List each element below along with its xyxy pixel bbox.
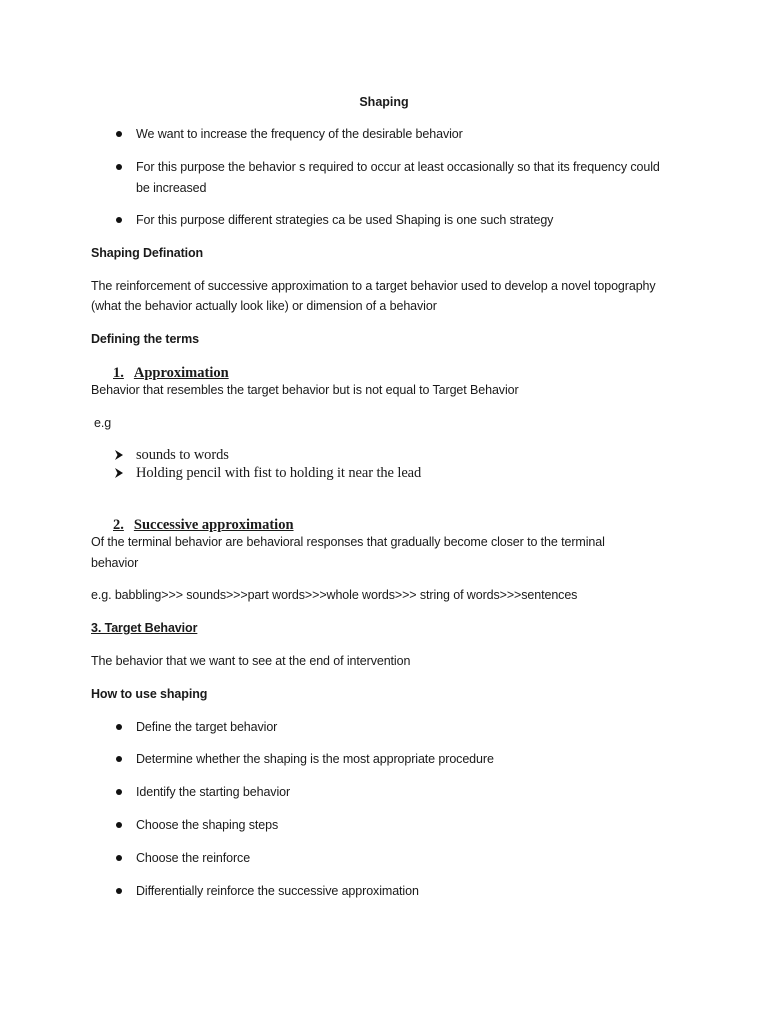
term2-number: 2. xyxy=(113,517,124,533)
term1-text: Behavior that resembles the target behavior but is not equal to Target Behavior xyxy=(91,383,519,397)
term3-text: The behavior that we want to see at the end of intervention xyxy=(91,654,411,668)
term1-label: Approximation xyxy=(133,365,229,381)
arrow-bullet-icon xyxy=(114,467,124,479)
term2-example: e.g. babbling>>> sounds>>>part words>>>whole words>>> string of words>>>sentences xyxy=(91,588,578,602)
how-heading: How to use shaping xyxy=(91,687,208,701)
bullet-icon xyxy=(116,888,122,894)
bullet-icon xyxy=(116,789,122,795)
intro-bullet-2: For this purpose the behavior s required to occur at least occasionally so that its frequency could xyxy=(136,160,660,174)
bullet-icon xyxy=(116,164,122,170)
step-3: Identify the starting behavior xyxy=(136,785,291,799)
term3-heading: 3. Target Behavior xyxy=(91,621,198,635)
bullet-icon xyxy=(116,756,122,762)
arrow-bullet-icon xyxy=(114,449,124,461)
term2-text-2: behavior xyxy=(91,556,139,570)
intro-bullet-2-cont: be increased xyxy=(136,181,207,195)
term1-example-1: sounds to words xyxy=(136,447,229,463)
terms-heading: Defining the terms xyxy=(91,332,199,346)
definition-heading: Shaping Defination xyxy=(91,246,204,260)
term1-example-2: Holding pencil with fist to holding it near the lead xyxy=(136,465,422,481)
intro-bullet-3: For this purpose different strategies ca be used Shaping is one such strategy xyxy=(136,213,554,227)
term1-eg: e.g xyxy=(94,416,112,430)
term2-text-1: Of the terminal behavior are behavioral responses that gradually become closer to the terminal xyxy=(91,535,605,549)
bullet-icon xyxy=(116,217,122,223)
step-4: Choose the shaping steps xyxy=(136,818,279,832)
bullet-icon xyxy=(116,822,122,828)
step-1: Define the target behavior xyxy=(136,720,278,734)
definition-text-2: (what the behavior actually look like) or dimension of a behavior xyxy=(91,299,437,313)
definition-text-1: The reinforcement of successive approximation to a target behavior used to develop a novel topography xyxy=(91,279,656,293)
step-5: Choose the reinforce xyxy=(136,851,251,865)
step-6: Differentially reinforce the successive approximation xyxy=(136,884,419,898)
term2-label: Successive approximation xyxy=(133,517,294,533)
term1-number: 1. xyxy=(113,365,124,381)
bullet-icon xyxy=(116,855,122,861)
step-2: Determine whether the shaping is the most appropriate procedure xyxy=(136,752,494,766)
bullet-icon xyxy=(116,131,122,137)
bullet-icon xyxy=(116,724,122,730)
intro-bullet-1: We want to increase the frequency of the desirable behavior xyxy=(136,127,463,141)
page-title: Shaping xyxy=(359,95,409,109)
